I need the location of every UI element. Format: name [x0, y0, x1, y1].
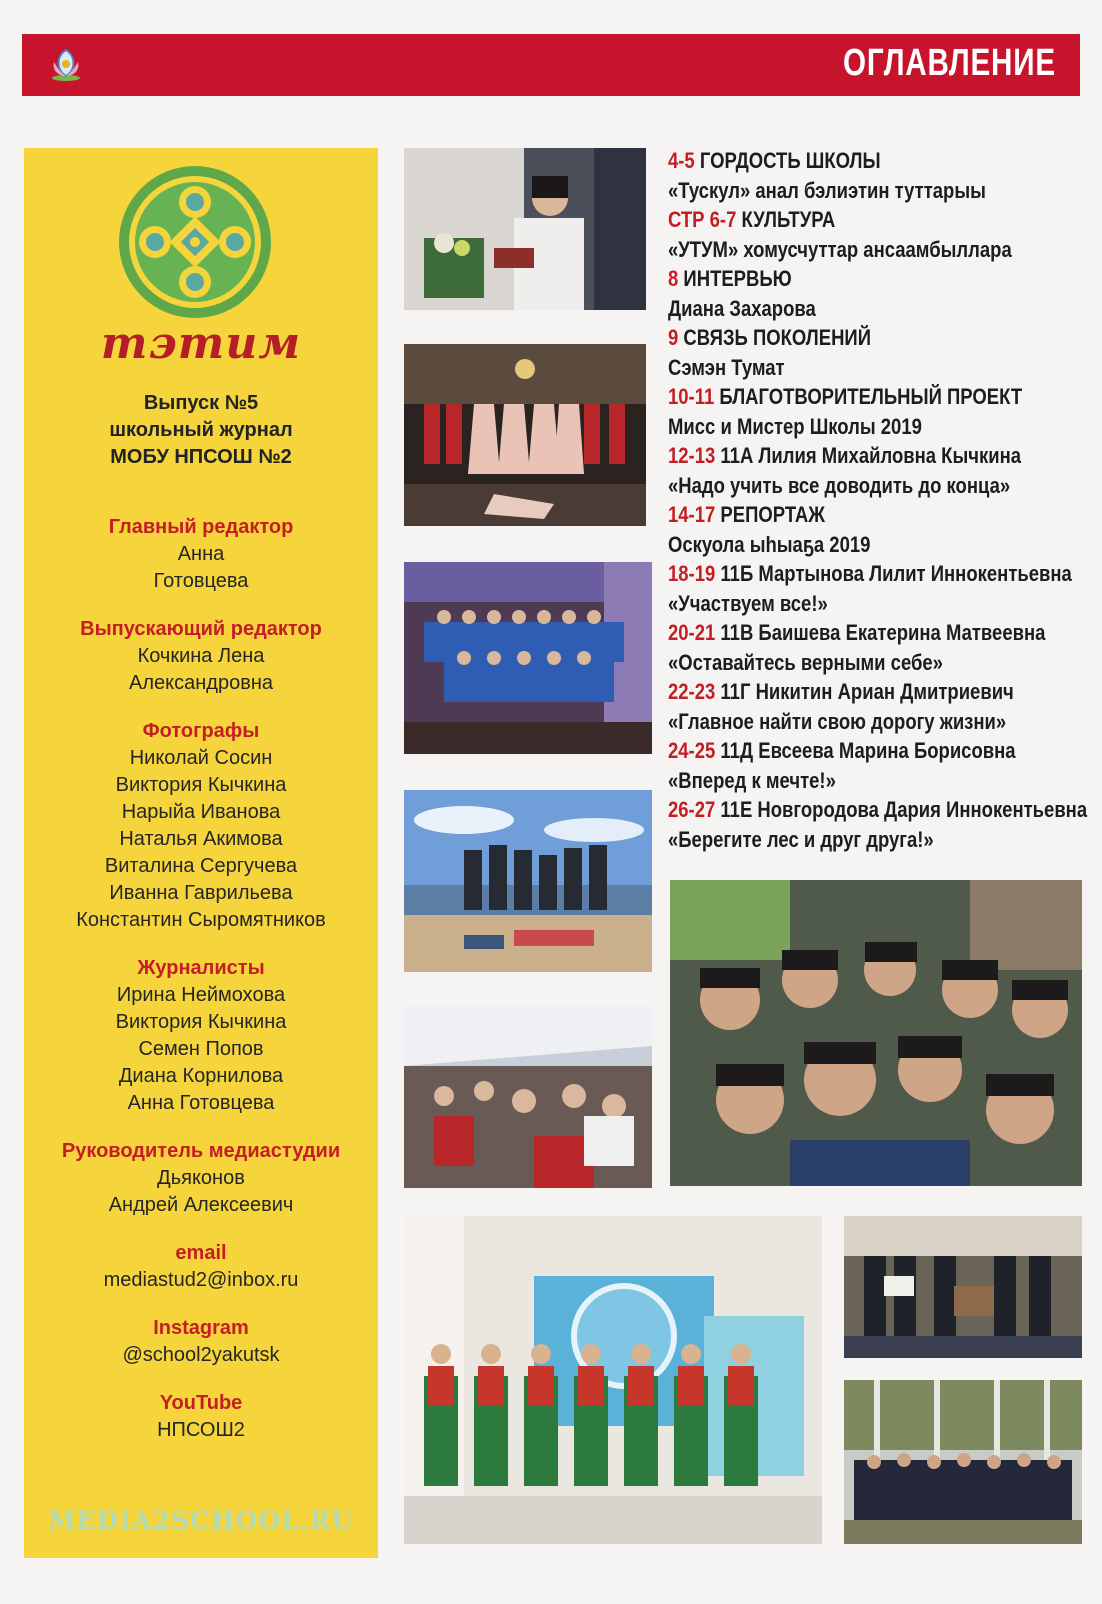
toc-page-number: 9	[668, 325, 679, 350]
emblem-ornament-icon	[115, 162, 275, 322]
toc-subtitle: «Тускул» анал бэлиэтин туттарыы	[668, 177, 986, 203]
toc-section-title: ГОРДОСТЬ ШКОЛЫ	[699, 148, 881, 173]
credit-group	[24, 1315, 378, 1369]
photo-tent-group	[404, 1006, 652, 1188]
toc-section-title: 11Б Мартынова Лилит Иннокентьевна	[720, 561, 1072, 586]
toc-entry	[668, 146, 1021, 176]
credits-list	[24, 514, 378, 1465]
toc-page-number: 24-25	[668, 738, 716, 763]
credit-name: Николай Сосин	[129, 747, 273, 769]
toc-page-number: 26-27	[668, 797, 716, 822]
credit-role: Выпускающий редактор	[80, 618, 322, 640]
toc-subtitle: Оскуола ыhыаҕа 2019	[668, 531, 871, 557]
credit-name: Виктория Кычкина	[115, 774, 287, 796]
credit-name: НПСОШ2	[157, 1419, 245, 1441]
toc-subtitle: «Вперед к мечте!»	[668, 767, 836, 793]
table-of-contents	[668, 146, 1088, 854]
issue-info	[24, 390, 378, 471]
toc-entry	[668, 559, 1072, 589]
credit-name: Дьяконов	[157, 1167, 245, 1189]
watermark-text: MEDIA2SCHOOL.RU	[48, 1506, 354, 1535]
toc-entry	[668, 677, 1021, 707]
credit-name: Ирина Неймохова	[116, 984, 286, 1006]
toc-entry	[668, 382, 1021, 412]
page-title: ОГЛАВЛЕНИЕ	[843, 42, 1056, 84]
credit-role: YouTube	[159, 1392, 243, 1414]
toc-subtitle: «Берегите лес и друг друга!»	[668, 826, 934, 852]
photo-national-costumes	[404, 1216, 822, 1544]
credit-name: Наталья Акимова	[119, 828, 283, 850]
credit-role: Руководитель медиастудии	[61, 1140, 341, 1162]
toc-entry	[668, 205, 1021, 235]
credit-name: Иванна Гаврильева	[109, 882, 293, 904]
photo-group-blue-shirts	[404, 562, 652, 754]
toc-page-number: 20-21	[668, 620, 716, 645]
credit-role: email	[175, 1242, 227, 1264]
credit-group	[24, 955, 378, 1117]
credit-name: Готовцева	[153, 570, 249, 592]
photo-selfie-crowd	[670, 880, 1082, 1186]
toc-page-number: СТР 6-7	[668, 207, 737, 232]
toc-entry	[668, 795, 1088, 825]
lotus-logo-icon	[44, 42, 88, 86]
issue-school: МОБУ НПСОШ №2	[110, 446, 292, 468]
toc-page-number: 4-5	[668, 148, 695, 173]
toc-page-number: 14-17	[668, 502, 716, 527]
credit-name: Андрей Алексеевич	[108, 1194, 294, 1216]
credit-name: Семен Попов	[138, 1038, 264, 1060]
credit-group	[24, 718, 378, 934]
photo-library-awards	[844, 1216, 1082, 1358]
toc-section-title: СВЯЗЬ ПОКОЛЕНИЙ	[683, 325, 872, 350]
toc-page-number: 10-11	[668, 384, 715, 409]
toc-section-title: 11Г Никитин Ариан Дмитриевич	[720, 679, 1014, 704]
toc-subtitle: Мисс и Мистер Школы 2019	[668, 413, 922, 439]
credit-name: Анна	[177, 543, 225, 565]
photo-stage-dancers	[404, 344, 646, 526]
toc-page-number: 18-19	[668, 561, 716, 586]
toc-subtitle: «Оставайтесь верными себе»	[668, 649, 943, 675]
issue-type: школьный журнал	[109, 419, 293, 441]
toc-section-title: РЕПОРТАЖ	[720, 502, 825, 527]
photo-girl-reading	[404, 148, 646, 310]
credit-group	[24, 1240, 378, 1294]
toc-section-title: ИНТЕРВЬЮ	[683, 266, 792, 291]
toc-entry	[668, 500, 1021, 530]
toc-page-number: 12-13	[668, 443, 716, 468]
credit-name: Анна Готовцева	[127, 1092, 275, 1114]
toc-subtitle: Сэмэн Тумат	[668, 354, 785, 380]
credit-name: Кочкина Лена	[137, 645, 265, 667]
credit-group	[24, 1390, 378, 1444]
credit-name: Константин Сыромятников	[76, 909, 326, 931]
credit-name: Виктория Кычкина	[115, 1011, 287, 1033]
header-bar	[22, 34, 1080, 96]
credit-group	[24, 616, 378, 697]
toc-subtitle: Диана Захарова	[668, 295, 816, 321]
toc-subtitle: «УТУМ» хомусчуттар ансаамбыллара	[668, 236, 1012, 262]
toc-subtitle: «Участвуем все!»	[668, 590, 828, 616]
credit-name: mediastud2@inbox.ru	[103, 1269, 299, 1291]
issue-number: Выпуск №5	[143, 392, 259, 414]
toc-section-title: 11В Баишева Екатерина Матвеевна	[720, 620, 1046, 645]
credit-role: Фотографы	[142, 720, 260, 742]
toc-section-title: 11Д Евсеева Марина Борисовна	[720, 738, 1016, 763]
credit-role: Главный редактор	[108, 516, 294, 538]
toc-page-number: 8	[668, 266, 679, 291]
credit-group	[24, 514, 378, 595]
credit-name: @school2yakutsk	[122, 1344, 280, 1366]
credit-name: Виталина Сергучева	[104, 855, 298, 877]
toc-subtitle: «Главное найти свою дорогу жизни»	[668, 708, 1007, 734]
credit-group	[24, 1138, 378, 1219]
toc-section-title: 11Е Новгородова Дария Иннокентьевна	[720, 797, 1088, 822]
toc-entry	[668, 618, 1046, 648]
toc-entry	[668, 441, 1021, 471]
toc-entry	[668, 323, 1021, 353]
toc-subtitle: «Надо учить все доводить до конца»	[668, 472, 1011, 498]
credit-role: Журналисты	[137, 957, 265, 979]
magazine-logo-text: тэтим	[100, 318, 302, 369]
toc-entry	[668, 736, 1021, 766]
credit-name: Диана Корнилова	[118, 1065, 284, 1087]
photo-forest-group	[844, 1380, 1082, 1544]
credit-name: Александровна	[129, 672, 273, 694]
credit-name: Нарыйа Иванова	[121, 801, 281, 823]
toc-page-number: 22-23	[668, 679, 716, 704]
credit-role: Instagram	[153, 1317, 249, 1339]
toc-section-title: БЛАГОТВОРИТЕЛЬНЫЙ ПРОЕКТ	[719, 384, 1023, 409]
masthead-sidebar	[24, 148, 378, 1558]
photo-beach-group	[404, 790, 652, 972]
toc-section-title: 11А Лилия Михайловна Кычкина	[720, 443, 1022, 468]
toc-section-title: КУЛЬТУРА	[741, 207, 836, 232]
toc-entry	[668, 264, 1021, 294]
